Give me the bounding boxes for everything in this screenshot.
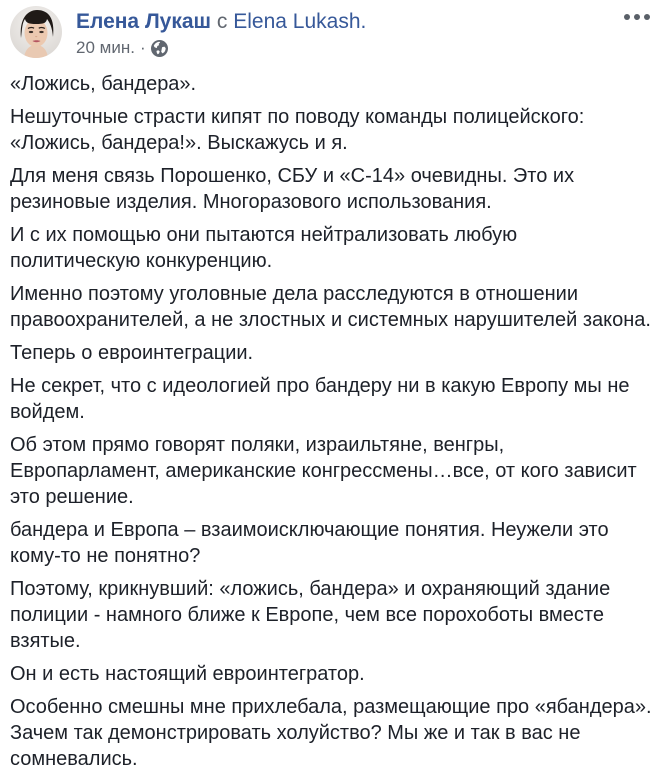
avatar-portrait-image [10, 6, 62, 58]
ellipsis-icon [634, 14, 640, 20]
post-text [0, 58, 666, 772]
post-paragraph: И с их помощью они пытаются нейтрализовать любую политическую конкуренцию. [10, 224, 518, 272]
post-paragraph: Теперь о евроинтеграции. [10, 342, 254, 364]
post-header-info [76, 6, 366, 58]
post-paragraph: бандера и Европа – взаимоисключающие понятия. Неужели это кому-то не понятно? [10, 519, 609, 567]
post-paragraph: Он и есть настоящий евроинтегратор. [10, 663, 365, 685]
ellipsis-icon [644, 14, 650, 20]
tagged-name-link[interactable]: Elena Lukash. [233, 10, 367, 33]
meta-separator: · [139, 38, 146, 57]
byline-connector: с [216, 10, 228, 33]
post-paragraph: Особенно смешны мне прихлебала, размещающие про «ябандера». Зачем так демонстрировать холуйство? Мы же и так в вас не сомневались. [10, 696, 652, 770]
timestamp-link[interactable]: 20 мин. [76, 38, 135, 57]
post-paragraph: Нешуточные страсти кипят по поводу команды полицейского: «Ложись, бандера!». Выскажусь и я. [10, 106, 585, 154]
author-name-link[interactable]: Елена Лукаш [76, 10, 212, 33]
post-meta [76, 38, 366, 58]
post-paragraph: Для меня связь Порошенко, СБУ и «С-14» очевидны. Это их резиновые изделия. Многоразового использования. [10, 165, 575, 213]
post-paragraph: «Ложись, бандера». [10, 73, 197, 95]
post-header [0, 0, 666, 58]
post-menu-button[interactable] [622, 10, 652, 24]
ellipsis-icon [624, 14, 630, 20]
post-paragraph: Об этом прямо говорят поляки, израильтяне, венгры, Европарламент, американские конгрессмены…все, от кого зависит это решение. [10, 434, 637, 508]
globe-icon [151, 40, 168, 57]
post-paragraph: Поэтому, крикнувший: «ложись, бандера» и охраняющий здание полиции - намного ближе к Европе, чем все порохоботы вместе взятые. [10, 578, 611, 652]
post-paragraph: Именно поэтому уголовные дела расследуются в отношении правоохранителей, а не злостных и системных нарушителей закона. [10, 283, 651, 331]
avatar[interactable] [10, 6, 62, 58]
post-byline [76, 8, 366, 35]
post-paragraph: Не секрет, что с идеологией про бандеру ни в какую Европу мы не войдем. [10, 375, 630, 423]
